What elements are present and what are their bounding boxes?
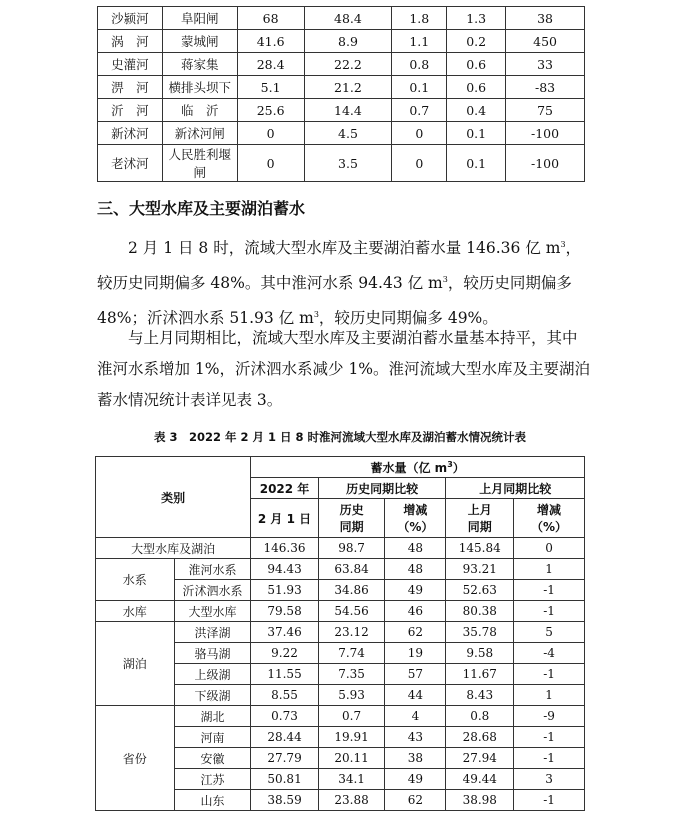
table-cell: 沙颍河 <box>98 7 163 30</box>
group-label: 水系 <box>96 559 175 601</box>
table-cell: 75 <box>506 99 585 122</box>
table-cell: 28.68 <box>446 727 514 748</box>
table-cell: 5 <box>514 622 585 643</box>
table-cell: 蒋家集 <box>162 53 237 76</box>
table-cell: 44 <box>385 685 446 706</box>
header-year: 2022 年 <box>251 478 318 499</box>
table-row <box>98 145 585 182</box>
table-cell: 19.91 <box>318 727 385 748</box>
row-label: 洪泽湖 <box>174 622 251 643</box>
table-cell: 1 <box>514 685 585 706</box>
table-cell: 57 <box>385 664 446 685</box>
river-flow-table-continued <box>97 6 585 182</box>
group-label: 省份 <box>96 706 175 811</box>
superscript: 3 <box>442 275 448 285</box>
row-label: 上级湖 <box>174 664 251 685</box>
table-cell: 新沭河闸 <box>162 122 237 145</box>
table-cell: 23.12 <box>318 622 385 643</box>
header-hist-compare: 历史同期比较 <box>318 478 446 499</box>
table-cell: 0 <box>237 145 304 182</box>
table-cell: 0.7 <box>318 706 385 727</box>
table-cell: 7.35 <box>318 664 385 685</box>
para1-part-b: ，较历史同期偏多 48%。其中淮河水系 94.43 亿 m <box>97 239 582 293</box>
table-cell: 48.4 <box>304 7 392 30</box>
storage-summary-paragraph <box>97 229 591 334</box>
header-change-2: 增减（%） <box>514 499 585 538</box>
table-cell: 48 <box>385 538 446 559</box>
table-cell: -100 <box>506 145 585 182</box>
table-cell: 0.1 <box>447 122 506 145</box>
table-cell: 98.7 <box>318 538 385 559</box>
header-storage-close: ） <box>452 460 465 475</box>
table-cell: 0.8 <box>392 53 447 76</box>
table-cell: -100 <box>506 122 585 145</box>
table-cell: 37.46 <box>251 622 318 643</box>
table-cell: 146.36 <box>251 538 318 559</box>
row-label: 淮河水系 <box>174 559 251 580</box>
table-cell: 沂 河 <box>98 99 163 122</box>
table-cell: -9 <box>514 706 585 727</box>
table-cell: -1 <box>514 664 585 685</box>
table-cell: 145.84 <box>446 538 514 559</box>
table-cell: 临 沂 <box>162 99 237 122</box>
table-cell: 38.98 <box>446 790 514 811</box>
header-date: 2 月 1 日 <box>251 499 318 538</box>
table-cell: 7.74 <box>318 643 385 664</box>
table-header <box>96 457 585 538</box>
table-cell: 48 <box>385 559 446 580</box>
reservoir-lake-storage-table <box>95 456 585 811</box>
superscript: 3 <box>560 240 566 249</box>
table-cell: 蒙城闸 <box>162 30 237 53</box>
table-cell: 23.88 <box>318 790 385 811</box>
table-cell: 28.44 <box>251 727 318 748</box>
table-cell: 0.1 <box>447 145 506 182</box>
table-cell: 51.93 <box>251 580 318 601</box>
table-cell: 52.63 <box>446 580 514 601</box>
table-cell: 27.94 <box>446 748 514 769</box>
table-cell: 0 <box>237 122 304 145</box>
table-row <box>98 30 585 53</box>
row-label: 骆马湖 <box>174 643 251 664</box>
table-cell: 41.6 <box>237 30 304 53</box>
table-cell: 0.2 <box>447 30 506 53</box>
table-cell: 8.55 <box>251 685 318 706</box>
table-cell: 1.3 <box>447 7 506 30</box>
table-cell: 1.8 <box>392 7 447 30</box>
table-row <box>98 76 585 99</box>
para2-text: 与上月同期相比，流域大型水库及主要湖泊蓄水量基本持平，其中淮河水系增加 1%，沂沭泗水系减少 1%。淮河流域大型水库及主要湖泊蓄水情况统计表详见表 3。 <box>97 329 591 409</box>
table-cell: 68 <box>237 7 304 30</box>
row-label: 河南 <box>174 727 251 748</box>
group-label: 水库 <box>96 601 175 622</box>
table-cell: 38.59 <box>251 790 318 811</box>
table-cell: 22.2 <box>304 53 392 76</box>
table-cell: 1 <box>514 559 585 580</box>
table-cell: -1 <box>514 748 585 769</box>
row-label: 大型水库 <box>174 601 251 622</box>
header-change: 增减（%） <box>385 499 446 538</box>
table-cell: 0.8 <box>446 706 514 727</box>
table-cell: -1 <box>514 601 585 622</box>
table-cell: 33 <box>506 53 585 76</box>
table-row <box>98 7 585 30</box>
table-cell: 14.4 <box>304 99 392 122</box>
table-cell: -1 <box>514 727 585 748</box>
row-label: 下级湖 <box>174 685 251 706</box>
header-last-month: 上月同期 <box>446 499 514 538</box>
table-cell: 62 <box>385 790 446 811</box>
table-cell: 涡 河 <box>98 30 163 53</box>
table-cell: 49 <box>385 580 446 601</box>
table-cell: 0.1 <box>392 76 447 99</box>
table-cell: -1 <box>514 580 585 601</box>
table-cell: 0.6 <box>447 76 506 99</box>
row-label: 沂沭泗水系 <box>174 580 251 601</box>
table-cell: 0 <box>514 538 585 559</box>
total-label: 大型水库及湖泊 <box>96 538 251 559</box>
table-cell: 34.1 <box>318 769 385 790</box>
table-caption: 表 3 2022 年 2 月 1 日 8 时淮河流域大型水库及湖泊蓄水情况统计表 <box>153 430 527 444</box>
header-hist-period: 历史同期 <box>318 499 385 538</box>
table-cell: 老沭河 <box>98 145 163 182</box>
table-cell: 横排头坝下 <box>162 76 237 99</box>
table-cell: 46 <box>385 601 446 622</box>
header-storage <box>251 457 585 478</box>
table-cell: 79.58 <box>251 601 318 622</box>
table-cell: 11.67 <box>446 664 514 685</box>
table-row <box>98 99 585 122</box>
superscript: 3 <box>313 310 319 320</box>
table-cell: 450 <box>506 30 585 53</box>
row-label: 安徽 <box>174 748 251 769</box>
table-cell: 9.22 <box>251 643 318 664</box>
table-cell: -1 <box>514 790 585 811</box>
table-cell: 4 <box>385 706 446 727</box>
table-cell: 50.81 <box>251 769 318 790</box>
table-cell: 3 <box>514 769 585 790</box>
para1-part-d: ，较历史同期偏多 49%。 <box>318 309 498 328</box>
header-storage-text: 蓄水量（亿 m <box>370 460 448 475</box>
table-cell: 0 <box>392 122 447 145</box>
table-cell: 49.44 <box>446 769 514 790</box>
table-cell: 21.2 <box>304 76 392 99</box>
table-cell: 淠 河 <box>98 76 163 99</box>
row-label: 江苏 <box>174 769 251 790</box>
group-label: 湖泊 <box>96 622 175 706</box>
table-cell: 阜阳闸 <box>162 7 237 30</box>
table-cell: 8.43 <box>446 685 514 706</box>
para1-part-c: ，较历史同期偏多 48%；沂沭泗水系 51.93 亿 m <box>97 274 572 328</box>
table-row <box>96 538 585 559</box>
table-row <box>98 122 585 145</box>
row-label: 山东 <box>174 790 251 811</box>
table-cell: 4.5 <box>304 122 392 145</box>
table-cell: 94.43 <box>251 559 318 580</box>
table-cell: 38 <box>385 748 446 769</box>
table-row <box>98 53 585 76</box>
table-cell: 0.7 <box>392 99 447 122</box>
table-cell: 62 <box>385 622 446 643</box>
para1-part-a: 2 月 1 日 8 时，流域大型水库及主要湖泊蓄水量 146.36 亿 m <box>128 239 561 258</box>
table-row <box>96 559 585 580</box>
table-row <box>96 622 585 643</box>
table-cell: 新沭河 <box>98 122 163 145</box>
table-cell: 28.4 <box>237 53 304 76</box>
table-cell: 0 <box>392 145 447 182</box>
table-cell: 19 <box>385 643 446 664</box>
table-cell: 25.6 <box>237 99 304 122</box>
table-cell: -4 <box>514 643 585 664</box>
table-cell: 0.4 <box>447 99 506 122</box>
table-cell: 0.6 <box>447 53 506 76</box>
table-cell: 49 <box>385 769 446 790</box>
section-heading: 三、大型水库及主要湖泊蓄水 <box>97 199 306 218</box>
table-body <box>96 538 585 811</box>
table-cell: 8.9 <box>304 30 392 53</box>
table-cell: 11.55 <box>251 664 318 685</box>
table-cell: 9.58 <box>446 643 514 664</box>
table-cell: 5.93 <box>318 685 385 706</box>
table-row <box>96 706 585 727</box>
table-cell: 27.79 <box>251 748 318 769</box>
header-month-compare: 上月同期比较 <box>446 478 585 499</box>
row-label: 湖北 <box>174 706 251 727</box>
table-cell: -83 <box>506 76 585 99</box>
table-cell: 43 <box>385 727 446 748</box>
header-category: 类别 <box>96 457 251 538</box>
table-cell: 93.21 <box>446 559 514 580</box>
table-cell: 20.11 <box>318 748 385 769</box>
table-row <box>96 601 585 622</box>
superscript: 3 <box>447 459 453 469</box>
table-cell: 5.1 <box>237 76 304 99</box>
table-cell: 80.38 <box>446 601 514 622</box>
table-cell: 38 <box>506 7 585 30</box>
table-cell: 34.86 <box>318 580 385 601</box>
table-cell: 0.73 <box>251 706 318 727</box>
table-cell: 54.56 <box>318 601 385 622</box>
table-cell: 1.1 <box>392 30 447 53</box>
table-cell: 3.5 <box>304 145 392 182</box>
table-cell: 人民胜利堰闸 <box>162 145 237 182</box>
river-flow-table-body <box>98 7 585 182</box>
monthly-comparison-paragraph <box>97 323 591 416</box>
table-cell: 史灌河 <box>98 53 163 76</box>
table-cell: 63.84 <box>318 559 385 580</box>
table-cell: 35.78 <box>446 622 514 643</box>
